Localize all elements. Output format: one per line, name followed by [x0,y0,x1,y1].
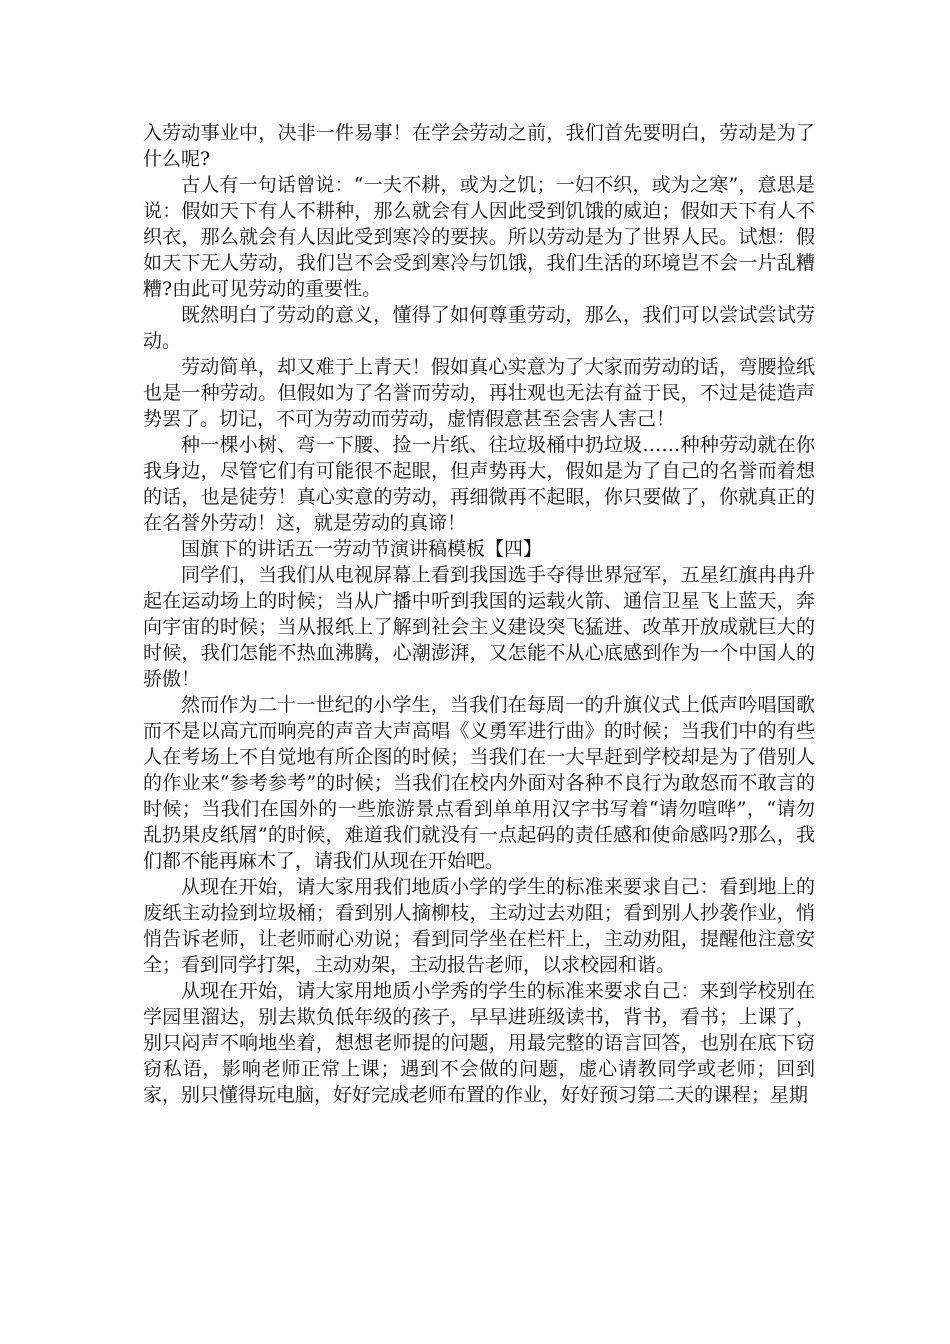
paragraph: 既然明白了劳动的意义，懂得了如何尊重劳动，那么，我们可以尝试尝试劳动。 [143,304,815,352]
paragraph: 种一棵小树、弯一下腰、捡一片纸、往垃圾桶中扔垃圾……种种劳动就在你我身边，尽管它们有可能很不起眼，但声势再大，假如是为了自己的名誉而着想的话，也是徒劳！真心实意的劳动，再细微再不起眼，你只要做了，你就真正的在名誉外劳动！这，就是劳动的真谛！ [143,434,815,534]
paragraph: 然而作为二十一世纪的小学生，当我们在每周一的升旗仪式上低声吟唱国歌而不是以高亢而响亮的声音大声高唱《义勇军进行曲》的时候；当我们中的有些人在考场上不自觉地有所企图的时候；当我们在一大早赶到学校却是为了借别人的作业来“参考参考”的时候；当我们在校内外面对各种不良行为敢怒而不敢言的时候；当我们在国外的一些旅游景点看到单单用汉字书写着“请勿喧哗”，“请勿乱扔果皮纸屑”的时候，难道我们就没有一点起码的责任感和使命感吗?那么，我们都不能再麻木了，请我们从现在开始吧。 [143,694,815,872]
paragraph: 劳动简单，却又难于上青天！假如真心实意为了大家而劳动的话，弯腰捡纸也是一种劳动。但假如为了名誉而劳动，再壮观也无法有益于民，不过是徒造声势罢了。切记，不可为劳动而劳动，虚情假意甚至会害人害己！ [143,356,815,430]
paragraph: 从现在开始，请大家用地质小学秀的学生的标准来要求自己：来到学校别在学园里溜达，别去欺负低年级的孩子，早早进班级读书，背书，看书；上课了，别只闷声不响地坐着，想想老师提的问题，用最完整的语言回答，也别在底下窃窃私语，影响老师正常上课；遇到不会做的问题，虚心请教同学或老师；回到家，别只懂得玩电脑，好好完成老师布置的作业，好好预习第二天的课程；星期 [143,980,815,1106]
paragraph-continuation: 入劳动事业中，决非一件易事！在学会劳动之前，我们首先要明白，劳动是为了什么呢? [143,122,815,170]
paragraph: 古人有一句话曾说：“一夫不耕，或为之饥；一妇不织，或为之寒”，意思是说：假如天下有人不耕种，那么就会有人因此受到饥饿的威迫；假如天下有人不织衣，那么就会有人因此受到寒冷的要挟。所以劳动是为了世界人民。试想：假如天下无人劳动，我们岂不会受到寒冷与饥饿，我们生活的环境岂不会一片乱糟糟?由此可见劳动的重要性。 [143,174,815,300]
document-page [143,120,815,1108]
paragraph: 从现在开始，请大家用我们地质小学的学生的标准来要求自己：看到地上的废纸主动捡到垃圾桶；看到别人摘柳枝，主动过去劝阻；看到别人抄袭作业，悄悄告诉老师，让老师耐心劝说；看到同学坐在栏杆上，主动劝阻，提醒他注意安全；看到同学打架，主动劝架，主动报告老师，以求校园和谐。 [143,876,815,976]
paragraph: 同学们，当我们从电视屏幕上看到我国选手夺得世界冠军，五星红旗冉冉升起在运动场上的时候；当从广播中听到我国的运载火箭、通信卫星飞上蓝天，奔向宇宙的时候；当从报纸上了解到社会主义建设突飞猛进、改革开放成就巨大的时候，我们怎能不热血沸腾，心潮澎湃，又怎能不从心底感到作为一个中国人的骄傲！ [143,564,815,690]
section-heading: 国旗下的讲话五一劳动节演讲稿模板【四】 [181,538,543,560]
